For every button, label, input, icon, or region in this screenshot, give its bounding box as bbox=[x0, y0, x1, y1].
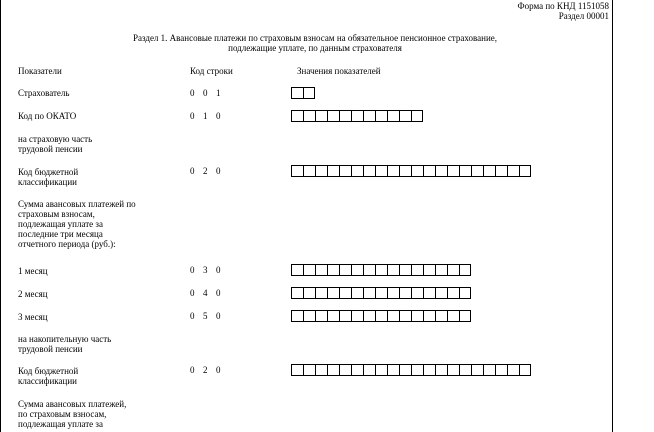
input-cell[interactable] bbox=[447, 364, 459, 376]
okato-cells[interactable] bbox=[291, 110, 423, 122]
input-cell[interactable] bbox=[447, 287, 459, 299]
line-code: 0 2 0 bbox=[190, 166, 221, 176]
row-label: 3 месяц bbox=[18, 312, 48, 322]
input-cell[interactable] bbox=[375, 364, 387, 376]
input-cell[interactable] bbox=[399, 310, 411, 322]
month-2-cells[interactable] bbox=[291, 287, 471, 299]
input-cell[interactable] bbox=[291, 110, 303, 122]
input-cell[interactable] bbox=[303, 310, 315, 322]
input-cell[interactable] bbox=[291, 287, 303, 299]
row-label: Страхователь bbox=[18, 88, 70, 98]
input-cell[interactable] bbox=[363, 110, 375, 122]
input-cell[interactable] bbox=[291, 364, 303, 376]
input-cell[interactable] bbox=[459, 264, 471, 276]
input-cell[interactable] bbox=[423, 264, 435, 276]
input-cell[interactable] bbox=[327, 165, 339, 177]
input-cell[interactable] bbox=[375, 110, 387, 122]
input-cell[interactable] bbox=[459, 364, 471, 376]
input-cell[interactable] bbox=[351, 165, 363, 177]
input-cell[interactable] bbox=[327, 310, 339, 322]
row-label: Код бюджетной классификации bbox=[18, 366, 79, 386]
input-cell[interactable] bbox=[447, 264, 459, 276]
input-cell[interactable] bbox=[339, 287, 351, 299]
input-cell[interactable] bbox=[495, 364, 507, 376]
input-cell[interactable] bbox=[303, 264, 315, 276]
input-cell[interactable] bbox=[435, 364, 447, 376]
page-right-border bbox=[612, 0, 613, 432]
col-values: Значения показателей bbox=[297, 66, 381, 76]
input-cell[interactable] bbox=[375, 287, 387, 299]
line-code: 0 5 0 bbox=[190, 311, 221, 321]
input-cell[interactable] bbox=[315, 310, 327, 322]
input-cell[interactable] bbox=[351, 110, 363, 122]
input-cell[interactable] bbox=[423, 364, 435, 376]
line-code: 0 2 0 bbox=[190, 365, 221, 375]
input-cell[interactable] bbox=[339, 110, 351, 122]
input-cell[interactable] bbox=[387, 310, 399, 322]
line-code: 0 4 0 bbox=[190, 288, 221, 298]
input-cell[interactable] bbox=[399, 165, 411, 177]
input-cell[interactable] bbox=[411, 110, 423, 122]
row-label: Сумма авансовых платежей по страховым взносам, подлежащая уплате за последние три месяца отчетного периода (руб.): bbox=[18, 199, 136, 249]
input-cell[interactable] bbox=[303, 87, 315, 99]
kbk-accumulative-cells[interactable] bbox=[291, 364, 531, 376]
input-cell[interactable] bbox=[303, 287, 315, 299]
input-cell[interactable] bbox=[315, 364, 327, 376]
input-cell[interactable] bbox=[507, 165, 519, 177]
input-cell[interactable] bbox=[447, 310, 459, 322]
row-label: на накопительную часть трудовой пенсии bbox=[18, 334, 112, 354]
input-cell[interactable] bbox=[483, 165, 495, 177]
input-cell[interactable] bbox=[339, 264, 351, 276]
input-cell[interactable] bbox=[423, 310, 435, 322]
input-cell[interactable] bbox=[387, 165, 399, 177]
input-cell[interactable] bbox=[411, 165, 423, 177]
input-cell[interactable] bbox=[399, 287, 411, 299]
input-cell[interactable] bbox=[507, 364, 519, 376]
input-cell[interactable] bbox=[315, 110, 327, 122]
input-cell[interactable] bbox=[363, 287, 375, 299]
input-cell[interactable] bbox=[399, 110, 411, 122]
input-cell[interactable] bbox=[411, 264, 423, 276]
input-cell[interactable] bbox=[291, 310, 303, 322]
input-cell[interactable] bbox=[375, 165, 387, 177]
row-label: 1 месяц bbox=[18, 266, 48, 276]
input-cell[interactable] bbox=[471, 165, 483, 177]
input-cell[interactable] bbox=[399, 364, 411, 376]
input-cell[interactable] bbox=[459, 287, 471, 299]
line-code: 0 0 1 bbox=[190, 88, 221, 98]
input-cell[interactable] bbox=[363, 364, 375, 376]
input-cell[interactable] bbox=[435, 287, 447, 299]
input-cell[interactable] bbox=[327, 110, 339, 122]
input-cell[interactable] bbox=[459, 165, 471, 177]
input-cell[interactable] bbox=[303, 364, 315, 376]
input-cell[interactable] bbox=[291, 87, 303, 99]
section-code: Раздел 00001 bbox=[558, 11, 609, 21]
input-cell[interactable] bbox=[351, 310, 363, 322]
input-cell[interactable] bbox=[327, 264, 339, 276]
input-cell[interactable] bbox=[363, 310, 375, 322]
input-cell[interactable] bbox=[327, 364, 339, 376]
section-title: Раздел 1. Авансовые платежи по страховым взносам на обязательное пенсионное страхование, подлежащие уплате, по данным страхователя bbox=[132, 33, 498, 53]
form-header bbox=[518, 1, 609, 21]
input-cell[interactable] bbox=[387, 287, 399, 299]
input-cell[interactable] bbox=[435, 165, 447, 177]
input-cell[interactable] bbox=[411, 310, 423, 322]
input-cell[interactable] bbox=[351, 264, 363, 276]
row-label: 2 месяц bbox=[18, 289, 48, 299]
input-cell[interactable] bbox=[375, 310, 387, 322]
input-cell[interactable] bbox=[483, 364, 495, 376]
month-3-cells[interactable] bbox=[291, 310, 471, 322]
row-label: на страховую часть трудовой пенсии bbox=[18, 134, 93, 154]
input-cell[interactable] bbox=[447, 165, 459, 177]
input-cell[interactable] bbox=[339, 364, 351, 376]
input-cell[interactable] bbox=[315, 264, 327, 276]
input-cell[interactable] bbox=[363, 165, 375, 177]
input-cell[interactable] bbox=[327, 287, 339, 299]
input-cell[interactable] bbox=[399, 264, 411, 276]
input-cell[interactable] bbox=[411, 364, 423, 376]
input-cell[interactable] bbox=[291, 165, 303, 177]
input-cell[interactable] bbox=[339, 310, 351, 322]
month-1-cells[interactable] bbox=[291, 264, 471, 276]
input-cell[interactable] bbox=[315, 165, 327, 177]
input-cell[interactable] bbox=[351, 287, 363, 299]
strakhovatel-cells[interactable] bbox=[291, 87, 315, 99]
input-cell[interactable] bbox=[411, 287, 423, 299]
input-cell[interactable] bbox=[435, 264, 447, 276]
input-cell[interactable] bbox=[387, 110, 399, 122]
input-cell[interactable] bbox=[375, 264, 387, 276]
page-left-border bbox=[0, 0, 1, 432]
input-cell[interactable] bbox=[363, 264, 375, 276]
line-code: 0 3 0 bbox=[190, 265, 221, 275]
input-cell[interactable] bbox=[303, 165, 315, 177]
col-line-code: Код строки bbox=[190, 66, 233, 76]
input-cell[interactable] bbox=[351, 364, 363, 376]
input-cell[interactable] bbox=[495, 165, 507, 177]
form-code: Форма по КНД 1151058 bbox=[517, 1, 609, 11]
input-cell[interactable] bbox=[519, 364, 531, 376]
input-cell[interactable] bbox=[291, 264, 303, 276]
input-cell[interactable] bbox=[459, 310, 471, 322]
input-cell[interactable] bbox=[519, 165, 531, 177]
input-cell[interactable] bbox=[387, 264, 399, 276]
col-indicators: Показатели bbox=[18, 66, 62, 76]
input-cell[interactable] bbox=[315, 287, 327, 299]
input-cell[interactable] bbox=[387, 364, 399, 376]
line-code: 0 1 0 bbox=[190, 111, 221, 121]
kbk-cells[interactable] bbox=[291, 165, 531, 177]
input-cell[interactable] bbox=[435, 310, 447, 322]
input-cell[interactable] bbox=[471, 364, 483, 376]
row-label: Сумма авансовых платежей, по страховым взносам, подлежащая уплате за bbox=[18, 399, 127, 429]
row-label: Код бюджетной классификации bbox=[18, 167, 79, 187]
input-cell[interactable] bbox=[339, 165, 351, 177]
input-cell[interactable] bbox=[303, 110, 315, 122]
input-cell[interactable] bbox=[423, 165, 435, 177]
row-label: Код по ОКАТО bbox=[18, 111, 77, 121]
input-cell[interactable] bbox=[423, 287, 435, 299]
